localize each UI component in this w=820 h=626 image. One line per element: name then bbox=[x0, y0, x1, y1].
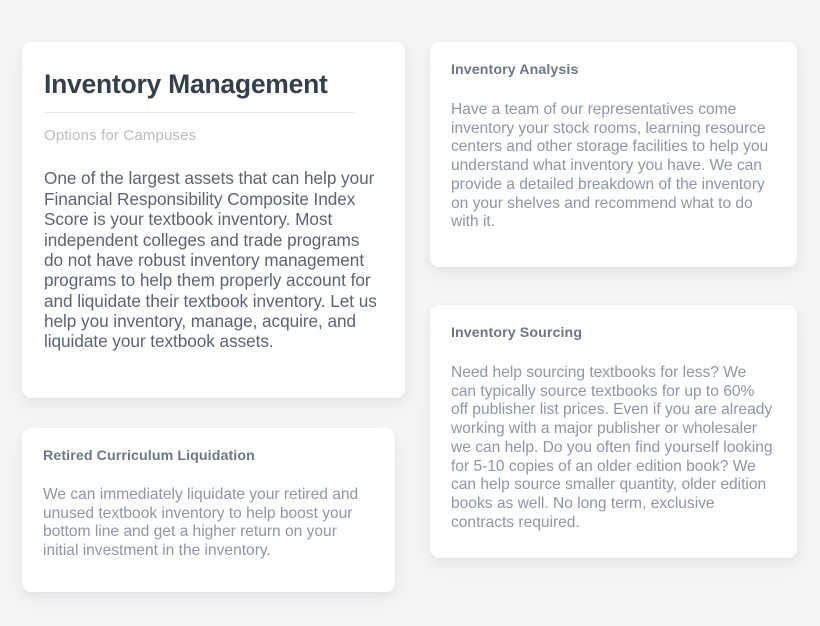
card-body: Have a team of our representatives come inventory your stock rooms, learning resource centers and other storage facilities to help you understand what inventory you have. We can provide a detailed breakdown of the inventory on your shelves and recommend what to do with it. bbox=[451, 101, 769, 231]
card-inventory-sourcing bbox=[430, 305, 797, 558]
main-card-body: One of the largest assets that can help your Financial Responsibility Composite Index Score is your textbook inventory. Most independent colleges and trade programs do not have robust inventory management programs to help them properly account for and liquidate their textbook inventory. Let us help you inventory, manage, acquire, and liquidate your textbook assets. bbox=[44, 168, 377, 352]
card-retired-curriculum-liquidation bbox=[22, 428, 395, 592]
page-subtitle: Options for Campuses bbox=[44, 127, 197, 145]
card-inventory-analysis bbox=[430, 42, 797, 267]
card-body: Need help sourcing textbooks for less? We can typically source textbooks for up to 60% off publisher list prices. Even if you are already working with a major publisher or wholesaler we can help. Do you often find yourself looking for 5-10 copies of an older edition book? We can help source smaller quantity, older edition books as well. No long term, exclusive contracts required. bbox=[451, 364, 773, 531]
card-body: We can immediately liquidate your retired and unused textbook inventory to help boost your bottom line and get a higher return on your initial investment in the inventory. bbox=[43, 486, 359, 560]
card-title: Inventory Analysis bbox=[451, 62, 579, 78]
page-title: Inventory Management bbox=[44, 69, 328, 99]
title-divider bbox=[44, 112, 355, 113]
card-title: Retired Curriculum Liquidation bbox=[43, 448, 255, 464]
card-inventory-management bbox=[22, 42, 405, 398]
card-title: Inventory Sourcing bbox=[451, 325, 583, 341]
